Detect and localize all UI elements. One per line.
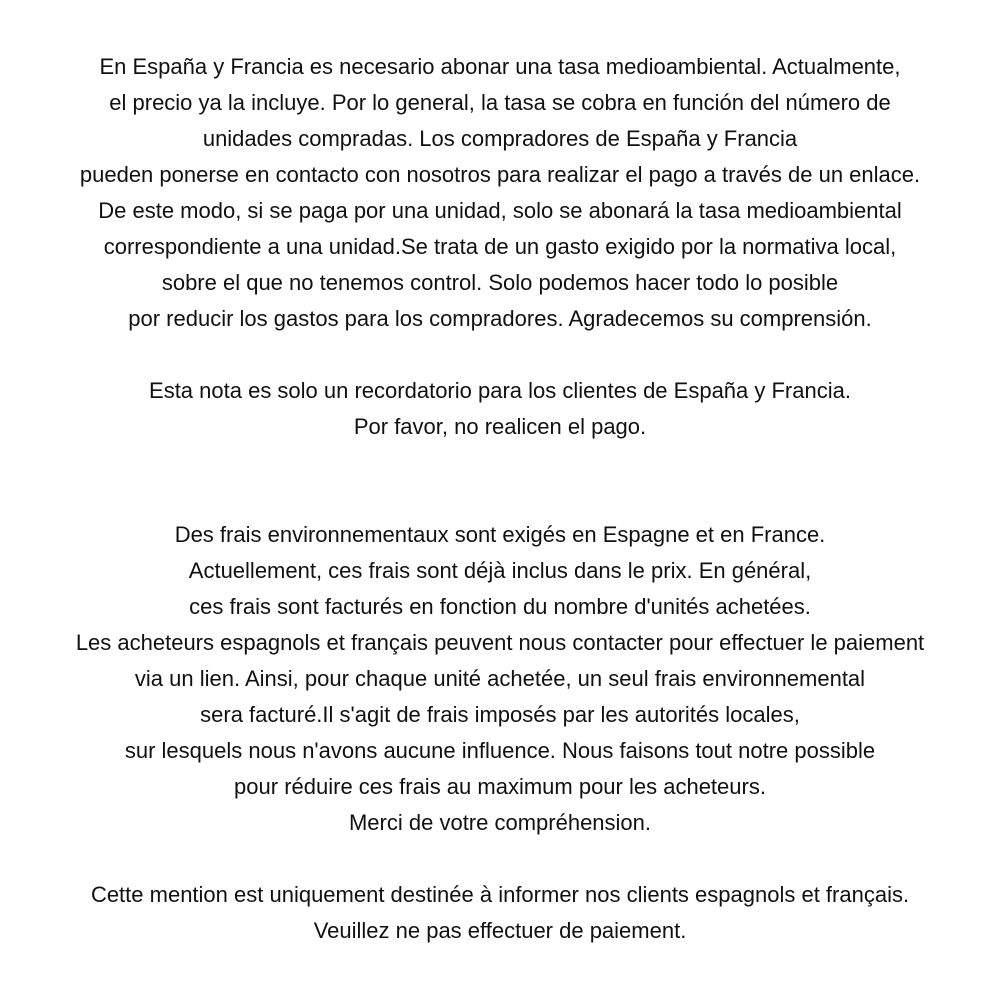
spacer bbox=[0, 337, 1000, 373]
spanish-paragraph-line: pueden ponerse en contacto con nosotros para realizar el pago a través de un enlace. bbox=[79, 162, 921, 187]
spacer bbox=[0, 445, 1000, 517]
french-paragraph-line: Merci de votre compréhension. bbox=[348, 810, 652, 835]
spanish-paragraph-line: correspondiente a una unidad.Se trata de un gasto exigido por la normativa local, bbox=[103, 234, 897, 259]
french-note-line: Veuillez ne pas effectuer de paiement. bbox=[313, 918, 687, 943]
spanish-paragraph bbox=[0, 49, 1000, 337]
environmental-fee-notice bbox=[0, 49, 1000, 949]
spanish-paragraph-line: De este modo, si se paga por una unidad, solo se abonará la tasa medioambiental bbox=[98, 198, 902, 223]
spanish-paragraph-line: unidades compradas. Los compradores de España y Francia bbox=[202, 126, 798, 151]
french-paragraph-line: Des frais environnementaux sont exigés en Espagne et en France. bbox=[174, 522, 826, 547]
french-paragraph-line: sur lesquels nous n'avons aucune influence. Nous faisons tout notre possible bbox=[124, 738, 876, 763]
spanish-paragraph-line: por reducir los gastos para los compradores. Agradecemos su comprensión. bbox=[128, 306, 872, 331]
spanish-paragraph-line: sobre el que no tenemos control. Solo podemos hacer todo lo posible bbox=[161, 270, 839, 295]
spanish-note bbox=[0, 373, 1000, 445]
spanish-note-line: Esta nota es solo un recordatorio para los clientes de España y Francia. bbox=[149, 378, 851, 403]
french-paragraph-line: Actuellement, ces frais sont déjà inclus dans le prix. En général, bbox=[188, 558, 812, 583]
french-paragraph-line: ces frais sont facturés en fonction du nombre d'unités achetées. bbox=[189, 594, 811, 619]
french-paragraph bbox=[0, 517, 1000, 841]
french-paragraph-line: sera facturé.Il s'agit de frais imposés par les autorités locales, bbox=[200, 702, 800, 727]
french-paragraph-line: pour réduire ces frais au maximum pour les acheteurs. bbox=[234, 774, 766, 799]
french-note bbox=[0, 877, 1000, 949]
french-paragraph-line: via un lien. Ainsi, pour chaque unité achetée, un seul frais environnemental bbox=[134, 666, 866, 691]
spanish-note-line: Por favor, no realicen el pago. bbox=[353, 414, 647, 439]
spanish-paragraph-line: el precio ya la incluye. Por lo general, la tasa se cobra en función del número de bbox=[109, 90, 891, 115]
french-paragraph-line: Les acheteurs espagnols et français peuvent nous contacter pour effectuer le paiement bbox=[75, 630, 925, 655]
spacer bbox=[0, 841, 1000, 877]
french-note-line: Cette mention est uniquement destinée à informer nos clients espagnols et français. bbox=[90, 882, 910, 907]
spanish-paragraph-line: En España y Francia es necesario abonar una tasa medioambiental. Actualmente, bbox=[99, 54, 901, 79]
